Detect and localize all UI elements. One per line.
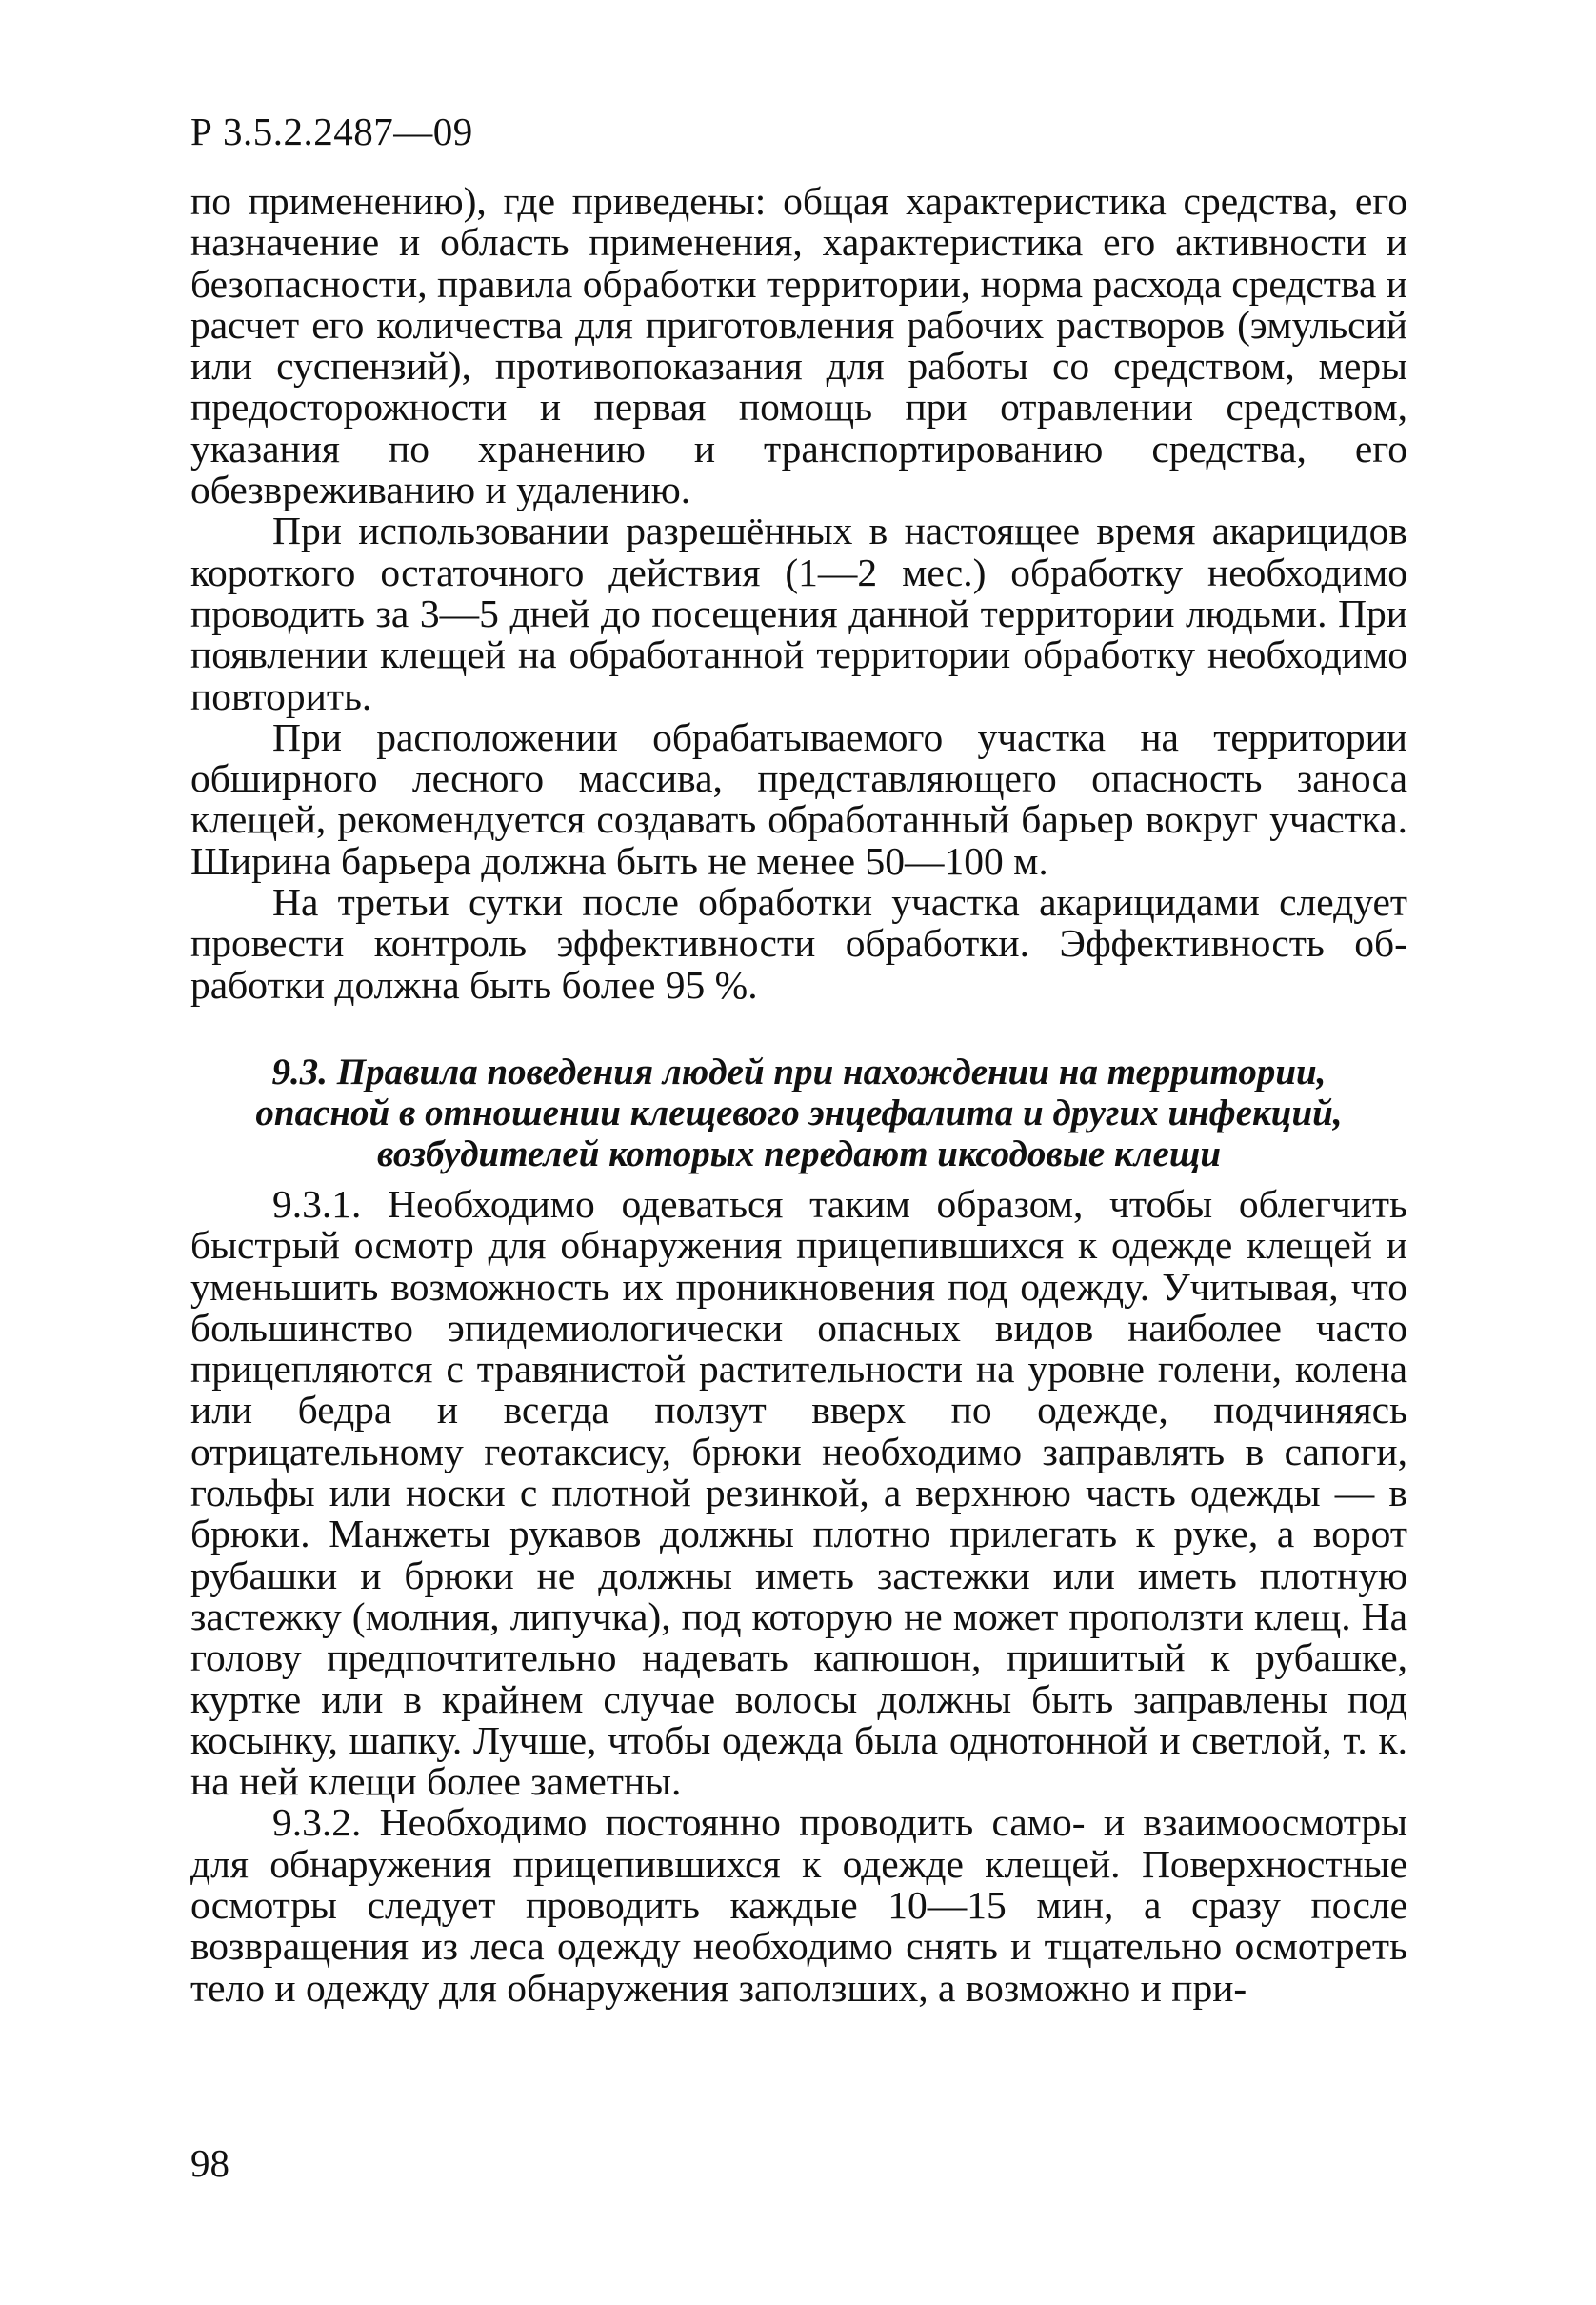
document-code-header: Р 3.5.2.2487—09	[190, 110, 473, 153]
paragraph-acaricide-treatment: При использовании разрешённых в настоящее время акарицидов короткого остаточного действия (1—2 мес.) обработку необходимо проводить за 3—5 дней до посещения данной территории людьми. При появлении клещей на обработанной территории обработку необходимо повторить.	[190, 509, 1407, 718]
section-heading-line: возбудителей которых передают иксодовые клещи	[376, 1132, 1222, 1174]
section-heading-line: опасной в отношении клещевого энцефалита и других инфекций,	[255, 1092, 1343, 1133]
paragraph-application-instructions: по применению), где приведены: общая характеристика средства, его назначение и область применения, характеристика его активности и безопасности, правила обработки территории, норма расхода средства и расчет его количества для приготовления рабочих растворов (эмульсий или суспензий), противопоказания для работы со средством, меры предосторожности и первая помощь при отравлении средством, указания по хранению и транспортированию средства, его обезвреживанию и удалению.	[190, 179, 1407, 512]
paragraph-9-3-2-inspections: 9.3.2. Необходимо постоянно проводить само- и взаимоосмотры для обнаружения прицепившихся к одежде клещей. Поверхностные осмотры следует проводить каждые 10—15 мин, а сразу после возвращения из леса одежду необходимо снять и тщательно осмотреть тело и одежду для обнаружения заползших, а возможно и при-	[190, 1800, 1407, 2010]
section-heading-9-3	[190, 1052, 1407, 1174]
section-heading-line: 9.3. Правила поведения людей при нахождении на территории,	[271, 1051, 1327, 1092]
page-body	[190, 181, 1407, 2009]
paragraph-barrier-treatment: При расположении обрабатываемого участка на территории обширного лесного массива, представляющего опасность заноса клещей, рекомендуется создавать обработанный барьер вокруг участка. Ширина барьера должна быть не менее 50—100 м.	[190, 714, 1407, 883]
page-number: 98	[190, 2141, 229, 2185]
paragraph-9-3-1-clothing: 9.3.1. Необходимо одеваться таким образом, чтобы облегчить быстрый осмотр для обнаружения прицепившихся к одежде клещей и уменьшить возможность их проникновения под одежду. Учитывая, что большинство эпидемиологически опасных видов наиболее часто прицепляются с травянистой растительности на уровне голени, колена или бедра и всегда ползут вверх по одежде, подчиняясь отрицательному геотаксису, брюки необходимо заправлять в сапоги, гольфы или носки с плотной резинкой, а верхнюю часть одежды — в брюки. Манжеты рукавов должны плотно прилегать к руке, а ворот рубашки и брюки не должны иметь застежки или иметь плотную застежку (молния, липучка), под которую не может проползти клещ. На голову предпочтительно надевать капюшон, пришитый к рубашке, куртке или в крайнем случае волосы должны быть заправлены под косынку, шапку. Лучше, чтобы одежда была однотонной и светлой, т. к. на ней клещи более заметны.	[190, 1181, 1407, 1804]
paragraph-effectiveness-control: На третьи сутки после обработки участка акарицидами следует провести контроль эффективности обработки. Эффективность обработки должна быть более 95 %.	[190, 880, 1407, 1007]
